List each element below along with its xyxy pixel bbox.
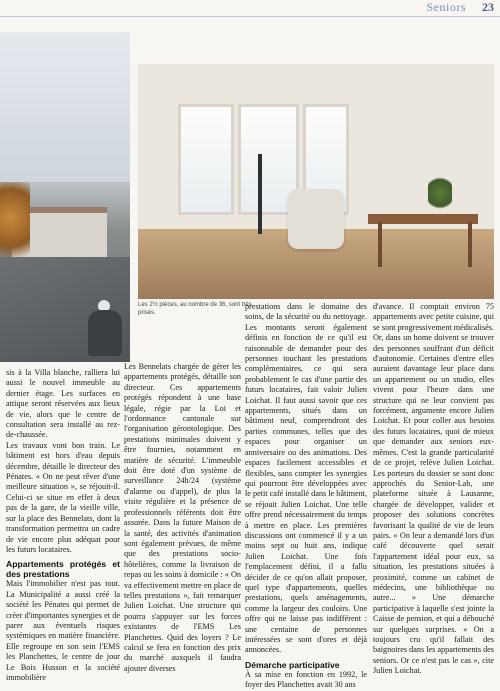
street-photo-cyclist	[88, 310, 122, 356]
header-rule	[0, 16, 500, 17]
street-photo	[0, 32, 130, 362]
apartment-photo-armchair	[288, 189, 344, 249]
apartment-photo-table-leg	[378, 222, 382, 267]
street-photo-sky	[0, 32, 130, 182]
article-paragraph: prestations dans le domaine des soins, de la sécurité ou du nettoyage. Les montants seront également définis en fonction de ce qu'il est raisonnable de demander pour des personnes touchant les prestations complémentaires, ce qui sera probablement le cas d'une partie des futurs locataires, fait valoir Julien Loichat. Il faut aussi savoir que ces appartements, situés dans un bâtiment neuf, comprendront des parties communes, telles que des espaces pour organiser un anniversaire ou des animations. Des espaces facilement accessibles et flexibles, sans compter les synergies qui pourront être développées avec le petit café installé dans le bâtiment, se réjouit Julien Loichat. Une telle offre prend nécessairement du temps à mettre en place. Les premières discussions ont commencé il y a un moins sept ou huit ans, indique Julien Loichat. Une fois l'emplacement défini, il a fallu décider de ce qu'on allait proposer, quel type d'appartements, quelles prestations, quels aménagements, comme la largeur des couloirs. Une offre qui ne laisse pas indifférent : une centaine de personnes intéressées se sont d'ores et déjà annoncées.	[245, 302, 367, 655]
article-paragraph: Les Bennelats chargée de gérer les appartements protégés, détaille son directeur. Ces appartements protégés répondent à une base légale, régie par la Loi et l'ordonnance cantonale sur l'organisation gérontologique. Des prestations minimales doivent y être fournies, notamment en matière de sécurité. L'immeuble doit être doté d'un système de surveillance 24h/24 (système d'alarme ou d'appel), de plus la visite régulière et la présence de professionnels référents doit être assurée. Dans la future Maison de la santé, des activités d'animation sont également prévues, de même que des prestations socio-hôtelières, comme la livraison de repas ou les soins à domicile : « On va effectivement mettre en place de telles prestations », fait remarquer Julien Loichat. Une structure qui pourra s'appuyer sur les forces existantes de l'EMS Les Planchettes. Quid des loyers ? Le calcul se fera en fonction des prix du marché auxquels il faudra ajouter diverses	[124, 362, 241, 673]
article-column-2	[124, 362, 241, 674]
apartment-photo-window	[178, 104, 234, 215]
article-paragraph: Mais l'immobilier n'est pas tout. La Municipalité a aussi créé la société les Pénates qui permet de créer d'importantes synergies et de parer aux éventuels risques systémiques en matière financière. Elle regroupe en son sein l'EMS les Planchettes, le centre de jour Le Bois Husson et la société immobilière	[6, 579, 120, 682]
page-number: 23	[482, 0, 494, 14]
section-name: Seniors	[426, 0, 466, 14]
apartment-photo-table-leg	[468, 222, 472, 267]
apartment-photo	[138, 64, 494, 299]
photo-caption: Les 2½ pièces, au nombre de 36, sont très prisés.	[138, 302, 252, 316]
subheading: Démarche participative	[245, 659, 340, 670]
apartment-photo-lamp	[258, 154, 262, 234]
article-paragraph: Les travaux vont bon train. Le bâtiment est hors d'eau depuis décembre, détaille le directeur des Pénates. « On ne peut rêver d'une meilleure situation », se réjouit-il. Celui-ci se situe en effet à deux pas de la gare, de la vieille ville, sur la place des Bennelats, dont la transformation permettra un cadre de vie encore plus adéquat pour les futurs locataires.	[6, 440, 120, 554]
article-column-3	[245, 302, 367, 691]
article-paragraph: À sa mise en fonction en 1992, le foyer des Planchettes avait 30 ans	[245, 669, 367, 690]
article-paragraph: d'avance. Il comptait environ 75 appartements avec petite cuisine, qui se sont progressivement médicalisés. Or, dans un home doivent se trouver des personnes souffrant d'un déficit d'autonomie. Certaines d'entre elles auraient davantage leur place dans un appartement ou un studio, elles vivent pour l'heure dans une structure qui ne leur convient pas forcément, argumente encore Julien Loichat. Et pour coller aux besoins des futurs locataires, quoi de mieux que demander aux seniors eux-mêmes. C'est la grande particularité de ce projet, relève Julien Loichat. Les porteurs du dossier se sont donc approchés du Senior-Lab, une plateforme située à Lausanne, chargée de développer, valider et proposer des solutions concrètes favorisant la qualité de vie de leurs pairs. « On leur a demandé lors d'un café découverte quel serait l'appartement idéal pour eux, sa situation, les prestations situées à proximité, comme un cabinet de médecins, une bibliothèque ou autre... » Une démarche participative à laquelle s'est jointe la Caisse de pension, et qui a débouché sur quelques surprises. « On a toujours cru qu'il fallait des baignoires dans les appartements des seniors. Or ce n'est pas le cas », cite Julien Loichat.	[373, 302, 494, 676]
article-column-4	[373, 302, 494, 677]
apartment-photo-plant	[428, 174, 452, 212]
apartment-photo-table	[368, 214, 478, 224]
subheading: Appartements protégés et des prestations	[6, 559, 120, 580]
article-paragraph: sis à la Villa blanche, ralliera lui aussi le nouvel immeuble au dernier étage. Les surfaces en attique seront réservées aux lieux de vie, alors que le centre de consultation sera installé au rez-de-chaussée.	[6, 368, 120, 440]
article-column-1	[6, 368, 120, 683]
